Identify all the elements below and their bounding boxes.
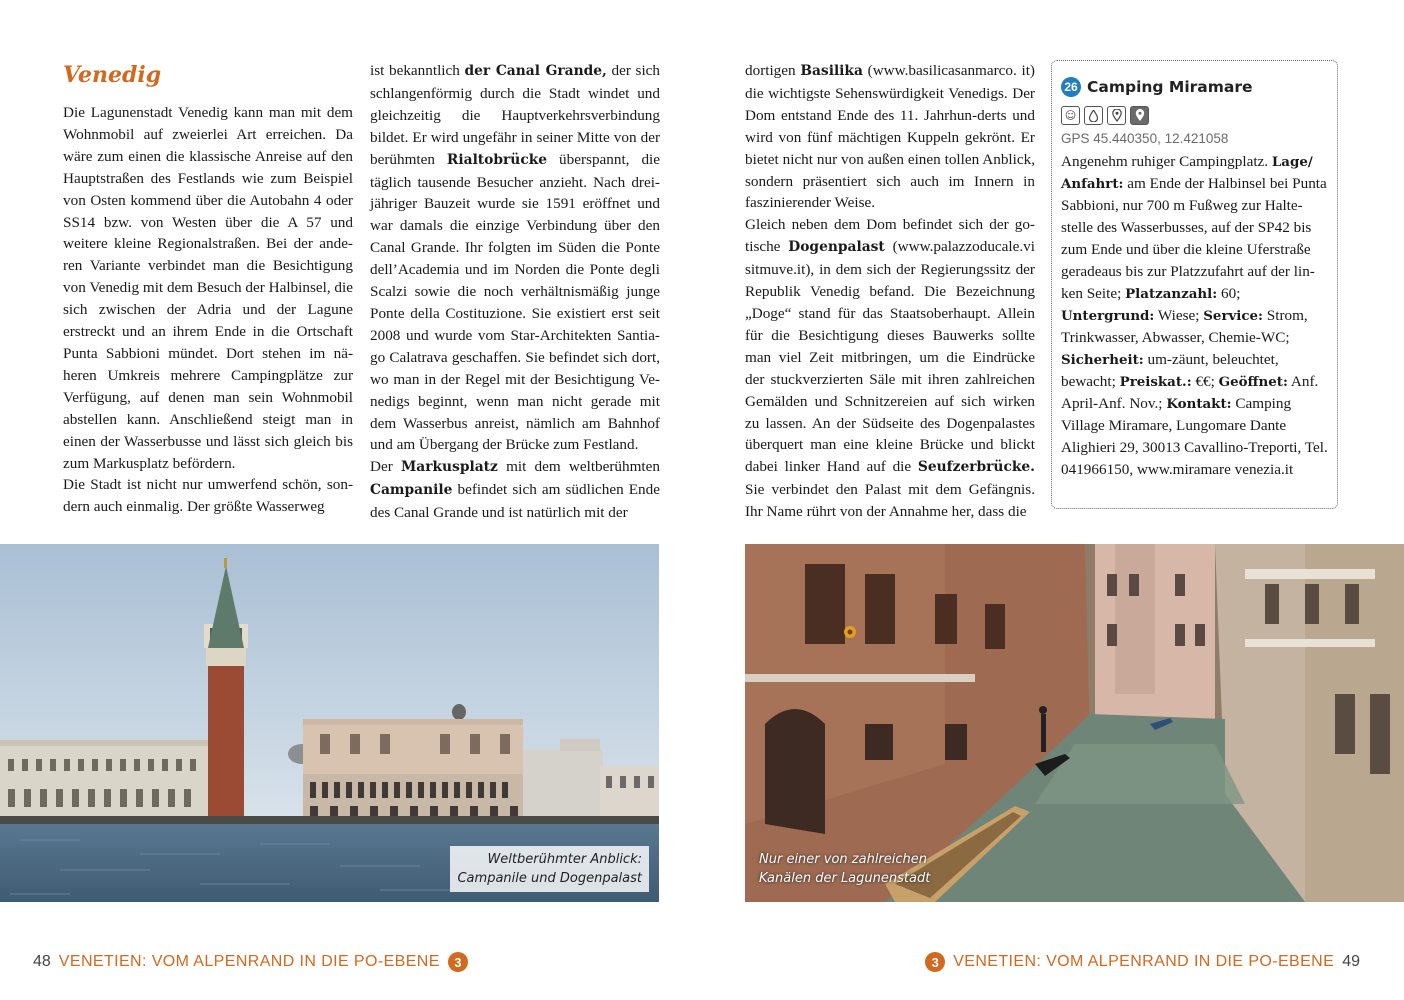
camping-name: Camping Miramare — [1087, 78, 1253, 96]
facility-icons — [1061, 106, 1328, 125]
column-2 — [370, 60, 660, 524]
paragraph: ist bekanntlich der Canal Grande, der sich schlangenförmig durch die Stadt windet und gleichzeitig die Hauptverkehrsverbindung bildet. Er wird ungefähr in seiner Mitte von der berühmten Rialtobrücke überspannt, die täglich tausende Besucher anzieht. Nach drei-jähriger Bauzeit wurde sie 1591 eröffnet und war damals die einzige Verbindung über den Canal Grande. Ihr folgten im Süden die Ponte dell’Academia und im Norden die Ponte degli Scalzi sowie die noch verhältnismäßig junge Ponte della Costituzione. Sie existiert erst seit 2008 und wurde vom Star-Architekten Santia-go Calatrava geschaffen. Sie befindet sich dort, wo man in der Regel mit der Besichtigung Ve-nedigs beginnt, wenn man nicht gerade mit dem Wasserbus anreist, nämlich am Bahnhof und am Übergang der Brücke zum Festland. — [370, 62, 660, 454]
paragraph: dortigen Basilika (www.basilicasanmarco. it) die wichtigste Sehenswürdigkeit Venedigs. Der Dom entstand Ende des 11. Jahrhun-derts und wird von fünf mächtigen Kuppeln gekrönt. Er bietet nicht nur von außen einen tollen Anblick, sondern präsentiert sich auch im Innern in faszinierender Weise. — [745, 62, 1035, 212]
photo-caption: Weltberühmter Anblick: Campanile und Dogenpalast — [450, 846, 649, 892]
running-head: VENETIEN: VOM ALPENRAND IN DIE PO-EBENE — [953, 953, 1335, 970]
paragraph: Gleich neben dem Dom befindet sich der go-tische Dogenpalast (www.palazzoducale.vi sitmuve.it), in dem sich der Regierungssitz der Republik Venedig befand. Die Bezeichnung „Doge“ stand für das Staatsoberhaupt. Allein für die Besichtigung dieses Bauwerks sollte man viel Zeit mitbringen, um die Eindrücke der stuckverzierten Säle mit ihren zahlreichen Gemälden und Schnitzereien auf sich wirken zu lassen. An der Südseite des Dogenpalastes überquert man eine kleine Brücke und blickt dabei linker Hand auf die Seufzerbrücke. Sie verbindet den Palast mit dem Gefängnis. Ihr Name rührt von der Annahme her, dass die — [745, 216, 1035, 521]
smiley-icon: ☺ — [1061, 106, 1080, 125]
page-number: 48 — [33, 953, 51, 970]
camping-header — [1061, 77, 1328, 97]
running-head: VENETIEN: VOM ALPENRAND IN DIE PO-EBENE — [58, 953, 440, 970]
paragraph: Die Lagunenstadt Venedig kann man mit dem Wohnmobil auf zweierlei Art erreichen. Da wäre zum einen die klassische Anreise auf den Hauptstraßen des Festlands wie zum Beispiel von Osten kommend über die Autobahn 4 oder SS14 bzw. von Westen über die A 57 und weitere kleine Regionalstraßen. Bei der ande-ren Variante verbindet man die Besichtigung von Venedig mit dem Besuch der Halbinsel, die sich zwischen der Adria und der Lagune erstreckt und an ihrem Ende in die Ortschaft Punta Sabbioni mündet. Dort stehen im nä-heren Umkreis mehrere Campingplätze zur Verfügung, auf denen man sein Wohnmobil abstellen kann. Anschließend steigt man in einen der Wasserbusse und lässt sich gleich bis zum Markusplatz befördern. — [63, 104, 353, 472]
page-number: 49 — [1342, 953, 1360, 970]
camping-details: Angenehm ruhiger Campingplatz. Lage/ Anfahrt: am Ende der Halbinsel bei Punta Sabbioni, nur 700 m Fußweg zur Halte-stelle des Wasserbusses, auf der SP42 bis zum Ende und über die kleine Uferstraße geradeaus bis zur Platzzufahrt auf der lin-ken Seite; Platzanzahl: 60; Untergrund: Wiese; Service: Strom, Trinkwasser, Abwasser, Chemie-WC; Sicherheit: um-zäunt, beleuchtet, bewacht; Preiskat.: €€; Geöffnet: Anf. April-Anf. Nov.; Kontakt: Camping Village Miramare, Lungomare Dante Alighieri 29, 30013 Cavallino-Treporti, Tel. 041966150, www.miramare venezia.it — [1061, 153, 1328, 478]
camping-info-box — [1051, 60, 1338, 509]
location-pin-filled-icon — [1130, 106, 1149, 125]
footer-right — [925, 952, 1360, 972]
paragraph: Die Stadt ist nicht nur umwerfend schön, son-dern auch einmalig. Der größte Wasserweg — [63, 476, 353, 516]
chapter-badge: 3 — [925, 952, 945, 972]
footer-left — [33, 952, 468, 972]
photo-canal — [745, 544, 1404, 902]
paragraph: Der Markusplatz mit dem weltberühmten Campanile befindet sich am südlichen Ende des Canal Grande und ist natürlich mit der — [370, 458, 660, 522]
water-drop-icon — [1084, 106, 1103, 125]
location-pin-icon — [1107, 106, 1126, 125]
gps-coordinates: GPS 45.440350, 12.421058 — [1061, 131, 1229, 146]
photo-caption: Nur einer von zahlreichen Kanälen der Lagunenstadt — [759, 852, 931, 886]
chapter-badge: 3 — [448, 952, 468, 972]
section-title: Venedig — [63, 62, 162, 88]
camping-number-badge: 26 — [1061, 77, 1081, 97]
column-3 — [745, 60, 1035, 523]
photo-campanile-dogenpalast — [0, 544, 659, 902]
column-1 — [63, 60, 353, 518]
